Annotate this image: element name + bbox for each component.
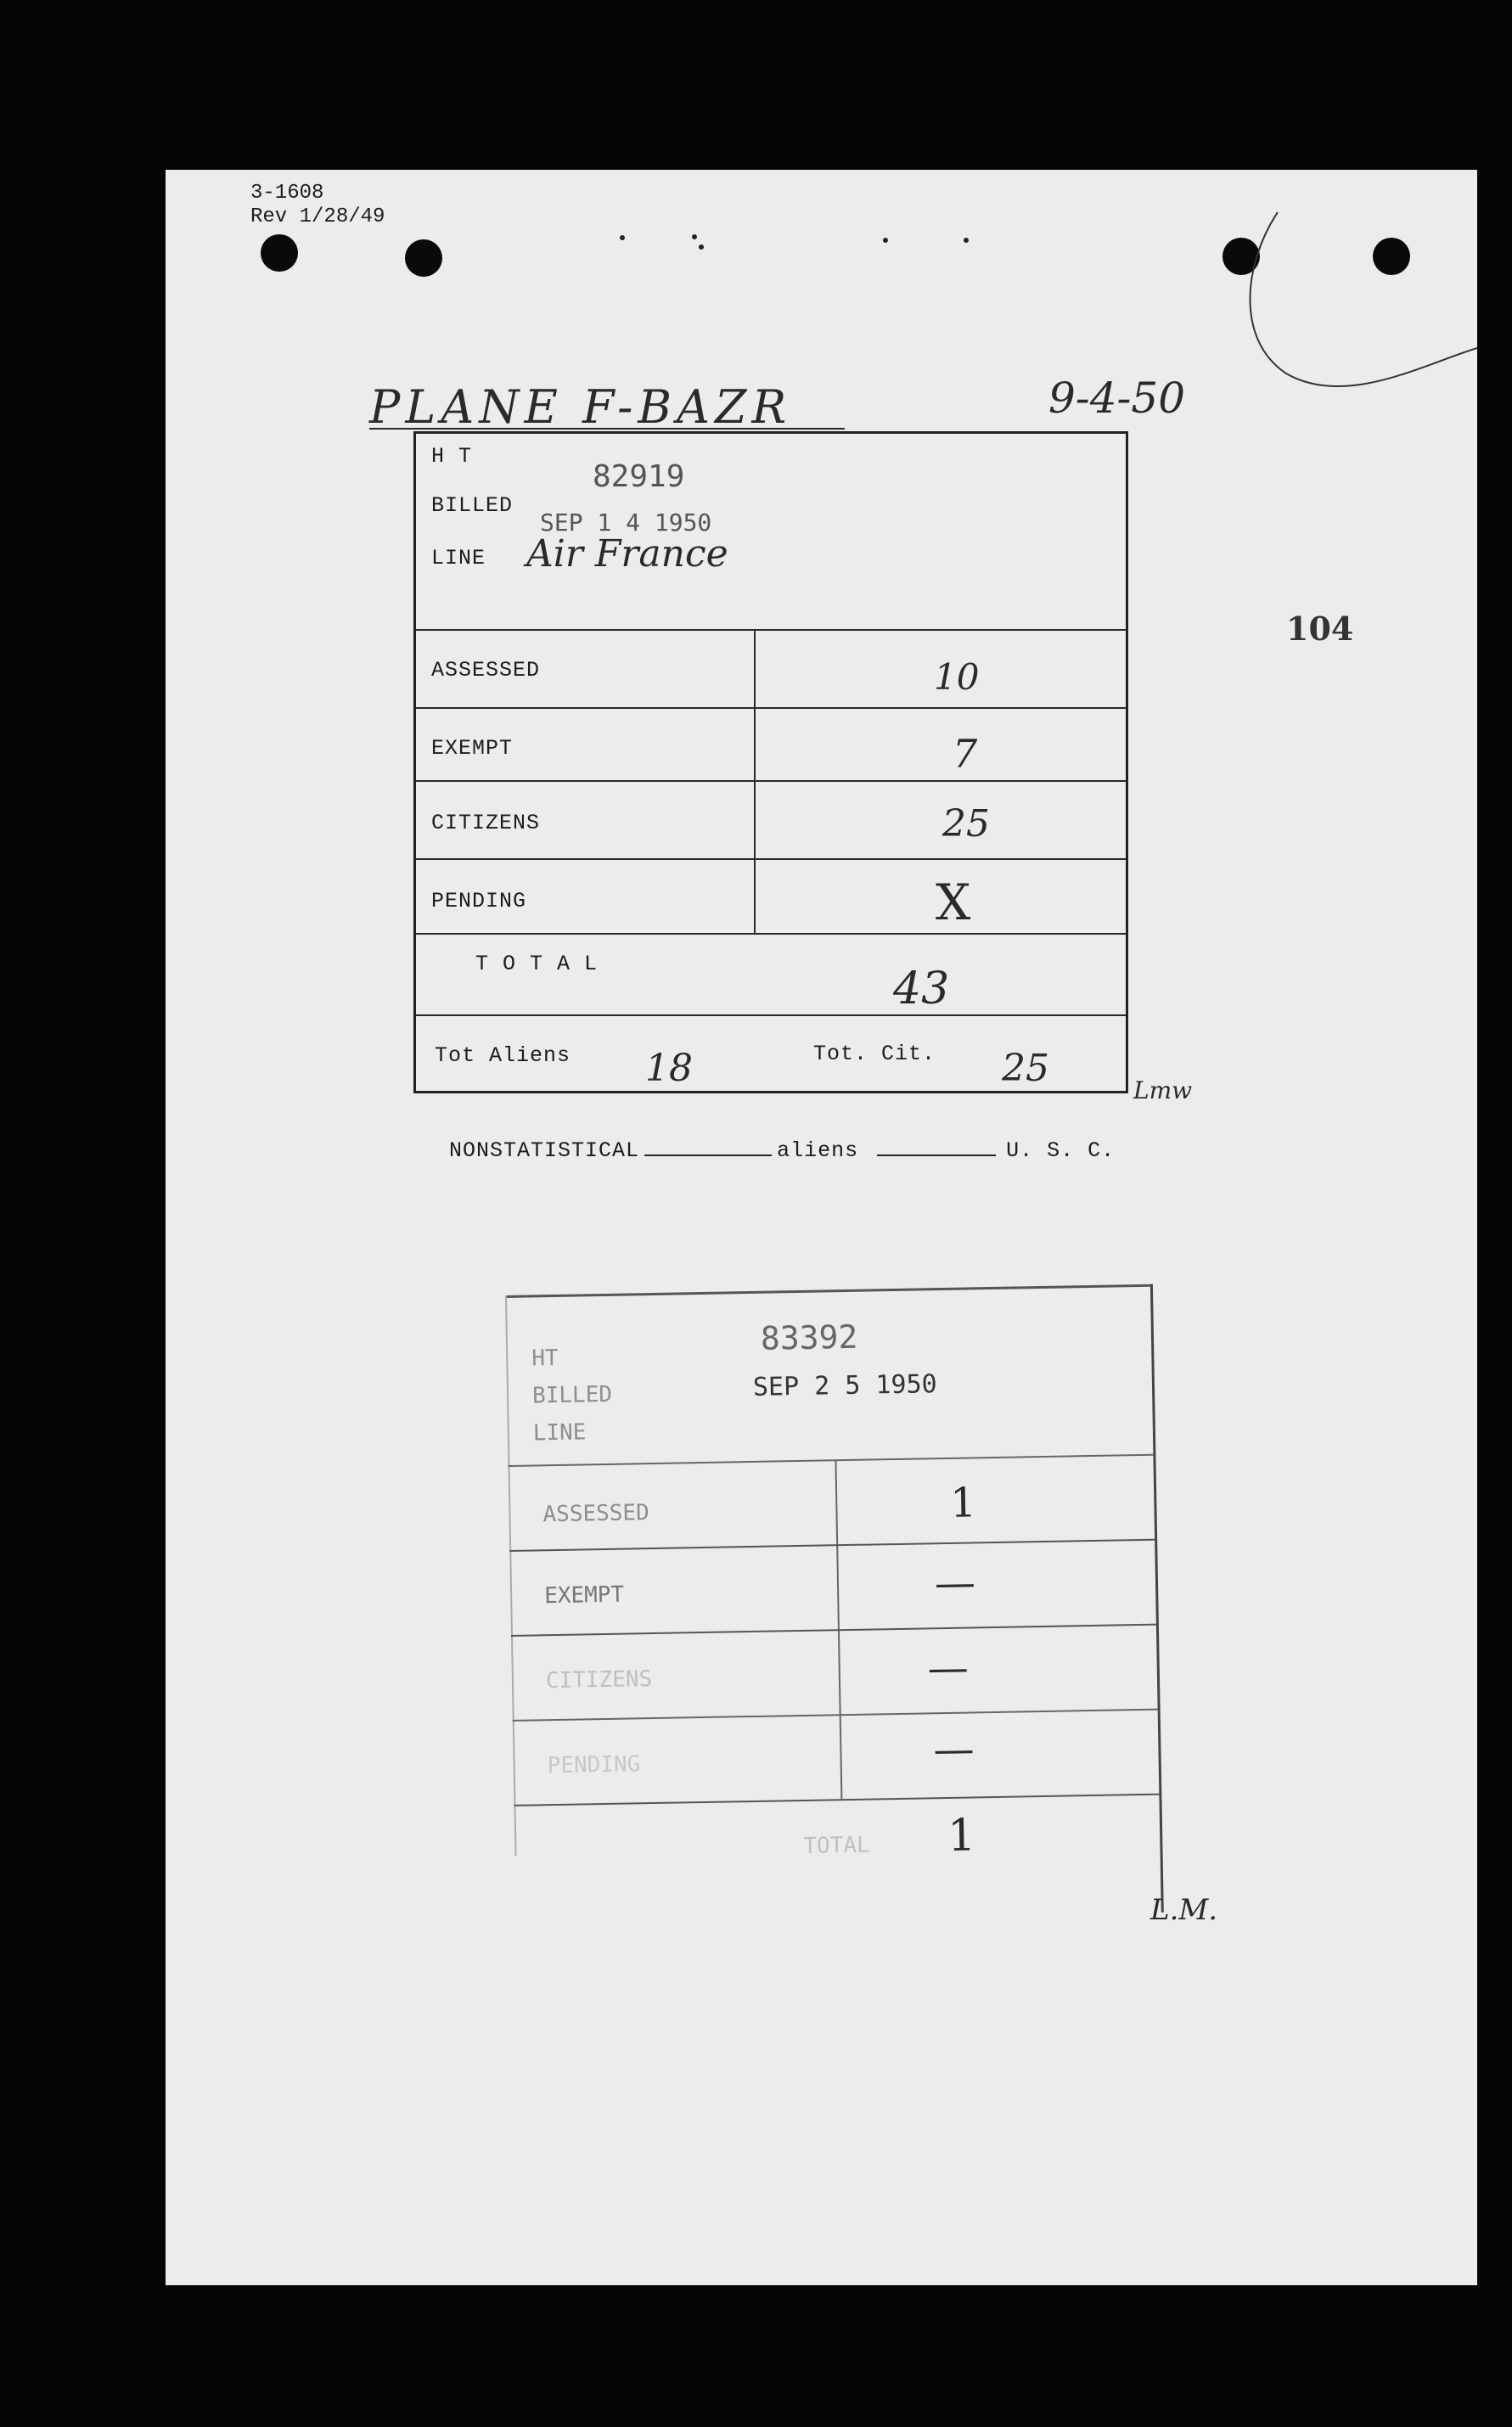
card2-total-label: TOTAL	[803, 1832, 870, 1859]
punch-hole-left-1	[261, 234, 298, 272]
card2-left-border	[505, 1295, 517, 1856]
nonstatistical-line	[395, 1114, 1115, 1188]
divider	[511, 1624, 1156, 1637]
card2-billed-label: BILLED	[531, 1381, 613, 1409]
card2-pending-value: —	[932, 1725, 975, 1774]
card2-right-border	[1150, 1284, 1164, 1913]
usc-label: U. S. C.	[1006, 1138, 1116, 1163]
perforation-dot	[620, 235, 625, 240]
card2-assessed-label: ASSESSED	[542, 1500, 649, 1528]
card2-total-value: 1	[947, 1810, 976, 1862]
airline-name: Air France	[526, 532, 728, 576]
tot-cit-label: Tot. Cit.	[813, 1042, 936, 1066]
divider	[416, 858, 1126, 860]
passenger-card-1	[413, 431, 1128, 1093]
handwritten-date: 9-4-50	[1048, 374, 1186, 423]
pending-label: PENDING	[431, 889, 527, 913]
card2-initials: L.M.	[1150, 1893, 1218, 1927]
perforation-dot	[964, 238, 969, 243]
card2-citizens-label: CITIZENS	[545, 1666, 653, 1694]
billed-date-stamp: SEP 1 4 1950	[540, 508, 712, 537]
divider	[416, 629, 1126, 631]
perforation-dot	[883, 238, 888, 243]
divider	[416, 707, 1126, 709]
card2-citizens-value: —	[927, 1643, 970, 1693]
ht-label: H T	[431, 444, 473, 469]
aliens-label: aliens	[777, 1138, 859, 1163]
total-value: 43	[893, 963, 950, 1014]
nonstatistical-label: NONSTATISTICAL	[449, 1138, 640, 1163]
ht-number: 82919	[593, 459, 685, 494]
line-label: LINE	[431, 546, 486, 570]
page-number: 104	[1286, 610, 1354, 648]
plane-registration: PLANE F-BAZR	[369, 380, 792, 434]
card2-exempt-label: EXEMPT	[543, 1581, 625, 1610]
blank-field	[877, 1155, 996, 1156]
card2-ht-number: 83392	[760, 1317, 858, 1357]
exempt-label: EXEMPT	[431, 736, 514, 761]
card2-pending-label: PENDING	[547, 1751, 641, 1779]
form-revision: Rev 1/28/49	[250, 205, 385, 228]
card2-billed-date: SEP 2 5 1950	[752, 1369, 937, 1402]
exempt-value: 7	[953, 731, 978, 777]
pending-value: X	[936, 874, 971, 931]
card1-initials: Lmw	[1133, 1076, 1193, 1104]
perforation-dot	[699, 244, 704, 250]
assessed-value: 10	[934, 656, 980, 698]
divider	[416, 1014, 1126, 1016]
card2-ht-label: HT	[531, 1345, 559, 1372]
divider	[509, 1539, 1155, 1552]
form-number: 3-1608	[250, 182, 324, 205]
punch-hole-left-2	[405, 239, 442, 277]
paper-curve-mark	[1227, 195, 1477, 399]
divider	[513, 1709, 1158, 1722]
card2-top-border	[505, 1284, 1150, 1298]
divider	[416, 933, 1126, 935]
card2-assessed-value: 1	[949, 1479, 977, 1527]
divider	[514, 1794, 1159, 1806]
divider	[508, 1454, 1153, 1467]
assessed-label: ASSESSED	[431, 658, 541, 683]
card2-exempt-value: —	[934, 1559, 976, 1608]
tot-aliens-value: 18	[645, 1047, 693, 1090]
divider	[416, 780, 1126, 782]
total-label: T O T A L	[475, 952, 599, 976]
passenger-card-2	[505, 1284, 1182, 1932]
document-page	[166, 170, 1477, 2285]
citizens-label: CITIZENS	[431, 811, 541, 835]
perforation-dot	[692, 234, 697, 239]
tot-aliens-label: Tot Aliens	[435, 1043, 571, 1068]
card2-line-label: LINE	[532, 1419, 587, 1447]
billed-label: BILLED	[431, 493, 514, 518]
citizens-value: 25	[942, 802, 990, 846]
blank-field	[644, 1155, 772, 1156]
tot-cit-value: 25	[1002, 1047, 1049, 1090]
